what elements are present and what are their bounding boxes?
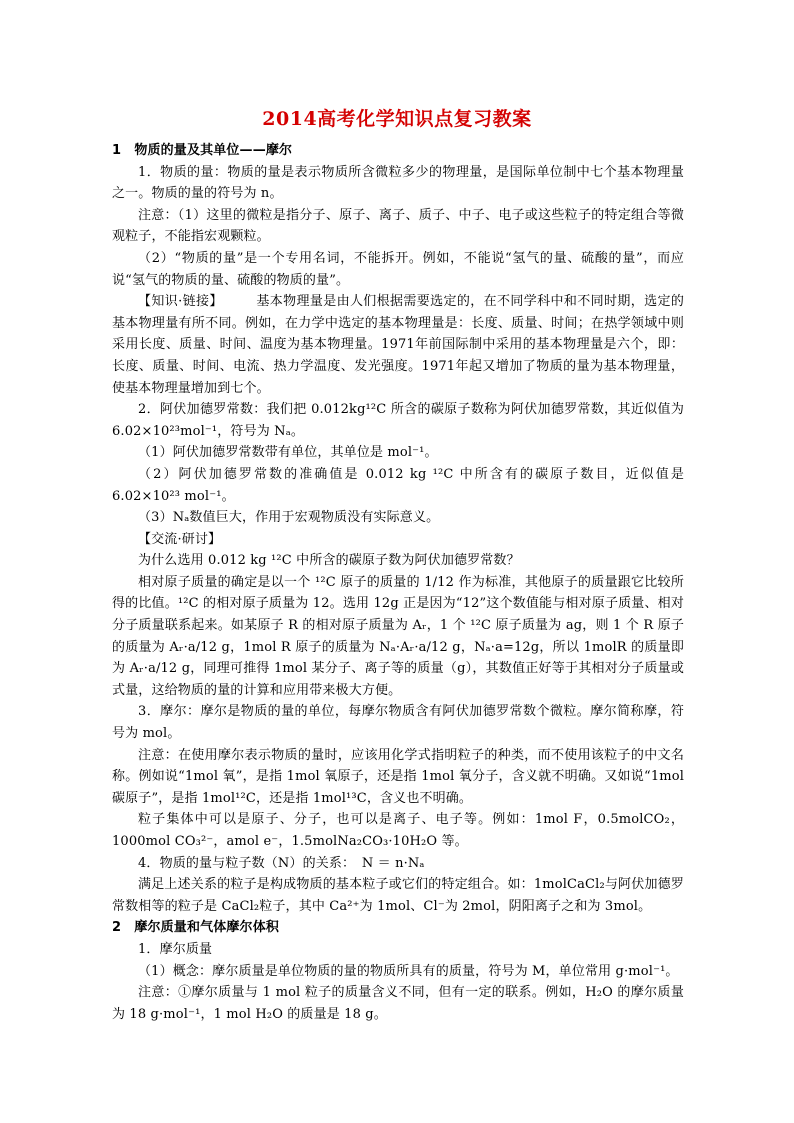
- paragraph: 粒子集体中可以是原子、分子，也可以是离子、电子等。例如：1mol F，0.5molCO₂，1000mol CO₃²⁻，amol e⁻，1.5molNa₂CO₃·10H₂O 等。: [112, 812, 684, 849]
- paragraph: 为什么选用 0.012 kg ¹²C 中所含的碳原子数为阿伏加德罗常数？: [138, 553, 520, 569]
- paragraph: 【交流·研讨】: [138, 531, 222, 547]
- paragraph: 1．物质的量：物质的量是表示物质所含微粒多少的物理量，是国际单位制中七个基本物理量之一。物质的量的符号为 n。: [112, 164, 684, 202]
- document-body: [112, 140, 684, 1025]
- paragraph: 4．物质的量与粒子数（N）的关系： N ＝ n·Nₐ: [138, 855, 425, 871]
- paragraph: 注意：①摩尔质量与 1 mol 粒子的质量含义不同，但有一定的联系。例如，H₂O 的摩尔质量为 18 g·mol⁻¹，1 mol H₂O 的质量是 18 g。: [112, 985, 684, 1022]
- paragraph: （2）“物质的量”是一个专用名词，不能拆开。例如，不能说“氢气的量、硫酸的量”，而应说“氢气的物质的量、硫酸的物质的量”。: [112, 250, 684, 288]
- paragraph: 相对原子质量的确定是以一个 ¹²C 原子的质量的 1/12 作为标准，其他原子的质量跟它比较所得的比值。¹²C 的相对原子质量为 12。选用 12g 正是因为“12”这个数值能与相对原子质量、相对分子质量联系起来。如某原子 R 的相对原子质量为 Aᵣ，1 个 ¹²C 原子质量为 ag，则 1 个 R 原子的质量为 Aᵣ·a/12 g，1mol R 原子的质量为 Nₐ·Aᵣ·a/12 g，Nₐ·a=12g，所以 1molR 的质量即为 Aᵣ·a/12 g，同理可推得 1mol 某分子、离子等的质量（g），其数值正好等于其相对分子质量或式量，这给物质的量的计算和应用带来极大方便。: [112, 574, 684, 698]
- paragraph: 3．摩尔：摩尔是物质的量的单位，每摩尔物质含有阿伏加德罗常数个微粒。摩尔简称摩，符号为 mol。: [112, 704, 684, 742]
- paragraph: 1．摩尔质量: [138, 941, 213, 957]
- paragraph: （1）概念：摩尔质量是单位物质的量的物质所具有的质量，符号为 M，单位常用 g·mol⁻¹。: [138, 963, 679, 979]
- section-heading: 2 摩尔质量和气体摩尔体积: [112, 920, 279, 936]
- paragraph: 注意：在使用摩尔表示物质的量时，应该用化学式指明粒子的种类，而不使用该粒子的中文名称。例如说“1mol 氧”，是指 1mol 氧原子，还是指 1mol 氧分子，含义就不明确。又如说“1mol 碳原子”，是指 1mol¹²C，还是指 1mol¹³C，含义也不明确。: [112, 747, 684, 806]
- document-title: 2014高考化学知识点复习教案: [262, 108, 532, 130]
- paragraph: 注意：（1）这里的微粒是指分子、原子、离子、质子、中子、电子或这些粒子的特定组合等微观粒子，不能指宏观颗粒。: [112, 207, 684, 245]
- paragraph: 【知识·链接】 基本物理量是由人们根据需要选定的，在不同学科中和不同时期，选定的基本物理量有所不同。例如，在力学中选定的基本物理量是：长度、质量、时间；在热学领域中则采用长度、质量、时间、温度为基本物理量。1971年前国际制中采用的基本物理量是六个，即：长度、质量、时间、电流、热力学温度、发光强度。1971年起又增加了物质的量为基本物理量，使基本物理量增加到七个。: [112, 294, 684, 396]
- paragraph: 2．阿伏加德罗常数：我们把 0.012kg¹²C 所含的碳原子数称为阿伏加德罗常数，其近似值为 6.02×10²³mol⁻¹，符号为 Nₐ。: [112, 402, 684, 439]
- section-heading: 1 物质的量及其单位——摩尔: [112, 143, 293, 158]
- paragraph: （1）阿伏加德罗常数带有单位，其单位是 mol⁻¹。: [138, 445, 438, 461]
- paragraph: （3）Nₐ数值巨大，作用于宏观物质没有实际意义。: [138, 510, 440, 526]
- paragraph: 满足上述关系的粒子是构成物质的基本粒子或它们的特定组合。如：1molCaCl₂与阿伏加德罗常数相等的粒子是 CaCl₂粒子，其中 Ca²⁺为 1mol、Cl⁻为 2mol，阴阳离子之和为 3mol。: [112, 877, 684, 914]
- paragraph: （2）阿伏加德罗常数的准确值是 0.012 kg ¹²C 中所含有的碳原子数目，近似值是 6.02×10²³ mol⁻¹。: [112, 466, 684, 504]
